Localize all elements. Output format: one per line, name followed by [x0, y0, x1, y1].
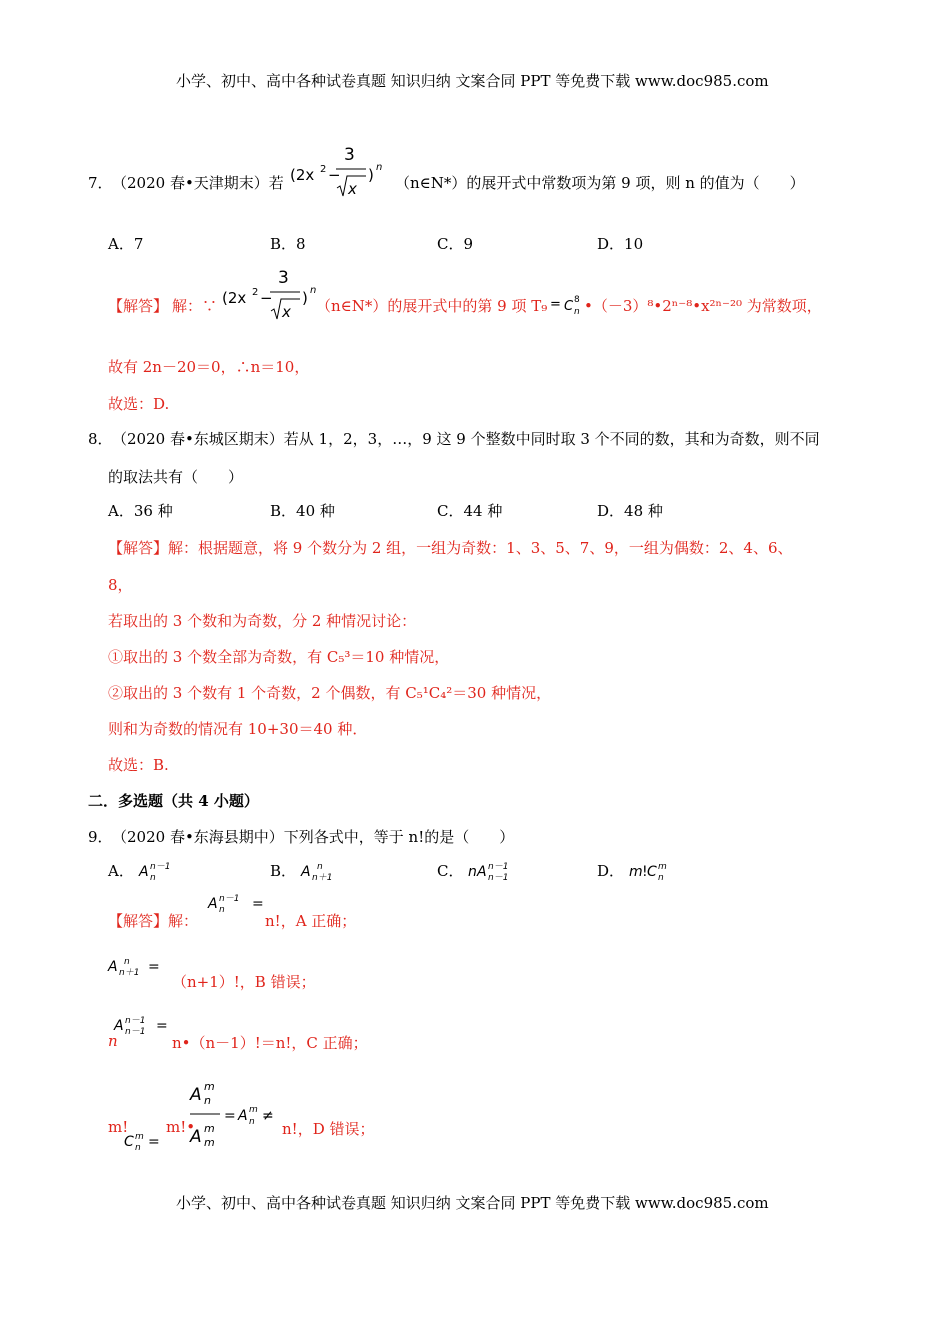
- q8-answer-line6: 则和为奇数的情况有 10+30＝40 种．: [108, 720, 368, 738]
- q7-answer-line3: 故选：D.: [108, 395, 170, 413]
- svg-text:n－1: n－1: [149, 862, 171, 872]
- page-footer: 小学、初中、高中各种试卷真题 知识归纳 文案合同 PPT 等免费下载 www.doc985.com: [176, 1194, 769, 1212]
- q8-number: 8．: [88, 430, 113, 448]
- q9-answer-a-formula: [208, 892, 268, 920]
- svg-text:C: C: [564, 299, 574, 314]
- svg-text:A: A: [190, 1127, 202, 1147]
- svg-text:A: A: [300, 864, 311, 880]
- q8-answer-line2: 8，: [108, 576, 133, 594]
- svg-text:A: A: [208, 896, 218, 912]
- q7-answer-tail: •（－3）⁸•2ⁿ⁻⁸•x²ⁿ⁻²⁰ 为常数项，: [584, 297, 822, 315]
- q7-combination-c-n-8: [550, 288, 584, 318]
- q9-option-c-formula: [468, 860, 518, 882]
- q9-answer-tag: 【解答】解：: [108, 912, 199, 930]
- svg-text:m: m: [249, 1105, 258, 1115]
- q9-option-d-label: D．: [597, 862, 625, 880]
- svg-text:n＋1: n＋1: [311, 873, 333, 883]
- q9-answer-d-result: n!，D 错误；: [282, 1120, 375, 1138]
- q9-answer-d-combination: [124, 1130, 164, 1154]
- q9-option-d-formula: [629, 860, 679, 882]
- svg-text:n－1: n－1: [125, 1027, 146, 1037]
- svg-text:3: 3: [344, 145, 355, 165]
- q8-stem-line2: 的取法共有（ ）: [108, 468, 244, 486]
- svg-text:−: −: [260, 289, 273, 307]
- q7-option-d[interactable]: D．10: [597, 235, 644, 253]
- svg-text:m: m: [628, 864, 643, 880]
- svg-text:n: n: [219, 905, 225, 915]
- svg-text:A: A: [114, 1018, 124, 1034]
- svg-text:x: x: [348, 180, 357, 198]
- q7-number: 7．: [88, 174, 113, 192]
- svg-text:m: m: [657, 862, 667, 872]
- svg-text:n: n: [135, 1143, 141, 1153]
- q8-answer-line5: ②取出的 3 个数有 1 个奇数，2 个偶数，有 C₅¹C₄²＝30 种情况，: [108, 684, 552, 702]
- svg-text:≠: ≠: [262, 1108, 274, 1124]
- svg-text:8: 8: [574, 295, 580, 305]
- svg-text:−: −: [328, 166, 341, 184]
- svg-text:=: =: [550, 297, 561, 312]
- q8-option-b[interactable]: B．40 种: [270, 502, 335, 520]
- q9-answer-c-result: n•（n－1）!＝n!，C 正确；: [172, 1034, 368, 1052]
- svg-text:=: =: [156, 1018, 168, 1034]
- q9-option-b[interactable]: [270, 860, 347, 882]
- svg-text:=: =: [252, 896, 264, 912]
- svg-text:(2x: (2x: [290, 166, 315, 184]
- svg-text:n: n: [468, 864, 478, 880]
- q7-answer-lead: 解：∵: [172, 297, 218, 315]
- q9-answer-d-lead: m!: [108, 1118, 129, 1136]
- svg-text:n－1: n－1: [488, 862, 509, 872]
- q8-answer-line3: 若取出的 3 个数和为奇数，分 2 种情况讨论：: [108, 612, 417, 630]
- svg-text:A: A: [108, 959, 118, 975]
- svg-text:m: m: [204, 1136, 215, 1149]
- q7-option-b[interactable]: B．8: [270, 235, 306, 253]
- q8-option-a[interactable]: A．36 种: [108, 502, 173, 520]
- q9-option-c-label: C．: [437, 862, 464, 880]
- svg-text:C: C: [646, 864, 657, 880]
- svg-text:n－1: n－1: [219, 894, 240, 904]
- svg-text:A: A: [138, 864, 149, 880]
- svg-text:m: m: [204, 1122, 215, 1135]
- svg-text:): ): [368, 166, 374, 184]
- svg-text:A: A: [477, 864, 487, 880]
- svg-text:3: 3: [278, 268, 289, 288]
- q9-answer-a-result: n!，A 正确；: [265, 912, 357, 930]
- q9-stem: （2020 春•东海县期中）下列各式中，等于 n!的是（ ）: [112, 828, 515, 846]
- svg-text:C: C: [124, 1134, 134, 1150]
- svg-text:A: A: [190, 1085, 202, 1105]
- svg-text:2: 2: [320, 164, 327, 175]
- q9-answer-d-mid: m!•: [166, 1118, 196, 1136]
- svg-text:m: m: [204, 1080, 215, 1093]
- q7-option-a[interactable]: A．7: [108, 235, 144, 253]
- q9-option-c[interactable]: [437, 860, 518, 882]
- q7-answer-mid: （n∈N*）的展开式中的第 9 项 T₉: [316, 297, 548, 315]
- svg-text:n: n: [657, 873, 664, 883]
- q7-answer-tag: 【解答】: [108, 297, 169, 315]
- svg-text:n: n: [249, 1117, 255, 1127]
- svg-text:n＋1: n＋1: [119, 968, 140, 978]
- q9-answer-c-formula: [114, 1014, 174, 1042]
- svg-text:2: 2: [252, 287, 259, 298]
- q7-source: （2020 春•天津期末）若: [112, 174, 284, 192]
- svg-text:n: n: [376, 162, 383, 173]
- q8-stem-line1: （2020 春•东城区期末）若从 1，2，3，…，9 这 9 个整数中同时取 3 个不同的数，其和为奇数，则不同: [112, 430, 820, 448]
- svg-text:n: n: [204, 1094, 211, 1107]
- q8-answer-line4: ①取出的 3 个数全部为奇数，有 C₅³＝10 种情况，: [108, 648, 450, 666]
- q7-condition: （n∈N*）的展开式中常数项为第 9 项，则 n 的值为（ ）: [395, 174, 805, 192]
- svg-text:!: !: [641, 864, 648, 880]
- svg-text:x: x: [282, 303, 291, 321]
- q8-answer-line7: 故选：B.: [108, 756, 169, 774]
- svg-text:m: m: [135, 1132, 144, 1142]
- svg-text:n: n: [316, 862, 323, 872]
- q9-number: 9．: [88, 828, 113, 846]
- svg-text:n－1: n－1: [125, 1016, 146, 1026]
- q9-option-b-label: B．: [270, 862, 297, 880]
- q7-binomial-formula: [290, 140, 400, 202]
- q7-option-c[interactable]: C．9: [437, 235, 474, 253]
- page-header: 小学、初中、高中各种试卷真题 知识归纳 文案合同 PPT 等免费下载 www.doc985.com: [176, 72, 769, 90]
- q9-option-b-formula: [301, 860, 347, 882]
- q9-answer-d-fraction: [190, 1074, 282, 1154]
- q7-answer-line2: 故有 2n－20＝0，∴n＝10，: [108, 358, 310, 376]
- svg-text:): ): [302, 289, 308, 307]
- svg-text:=: =: [224, 1108, 236, 1124]
- q9-answer-b-result: （n+1）!，B 错误；: [172, 973, 316, 991]
- svg-text:=: =: [148, 1134, 160, 1150]
- q8-answer-line1: 【解答】解：根据题意，将 9 个数分为 2 组，一组为奇数：1、3、5、7、9，一组为偶数：2、4、6、: [108, 539, 793, 557]
- svg-text:(2x: (2x: [222, 289, 247, 307]
- q9-option-d[interactable]: [597, 860, 679, 882]
- q9-option-a-label: A．: [108, 862, 134, 880]
- svg-text:n－1: n－1: [488, 873, 509, 883]
- svg-text:n: n: [149, 873, 156, 883]
- q9-option-a[interactable]: [108, 860, 179, 882]
- svg-text:A: A: [238, 1108, 248, 1124]
- section-2-title: 二．多选题（共 4 小题）: [88, 792, 259, 810]
- svg-text:n: n: [574, 307, 580, 317]
- svg-text:=: =: [148, 959, 160, 975]
- q9-answer-b-formula: [108, 955, 168, 983]
- svg-text:n: n: [310, 285, 317, 296]
- q8-option-d[interactable]: D．48 种: [597, 502, 663, 520]
- q9-answer-c-lead: n: [108, 1032, 118, 1050]
- q9-option-a-formula: [139, 860, 179, 882]
- q8-option-c[interactable]: C．44 种: [437, 502, 503, 520]
- svg-text:n: n: [124, 957, 130, 967]
